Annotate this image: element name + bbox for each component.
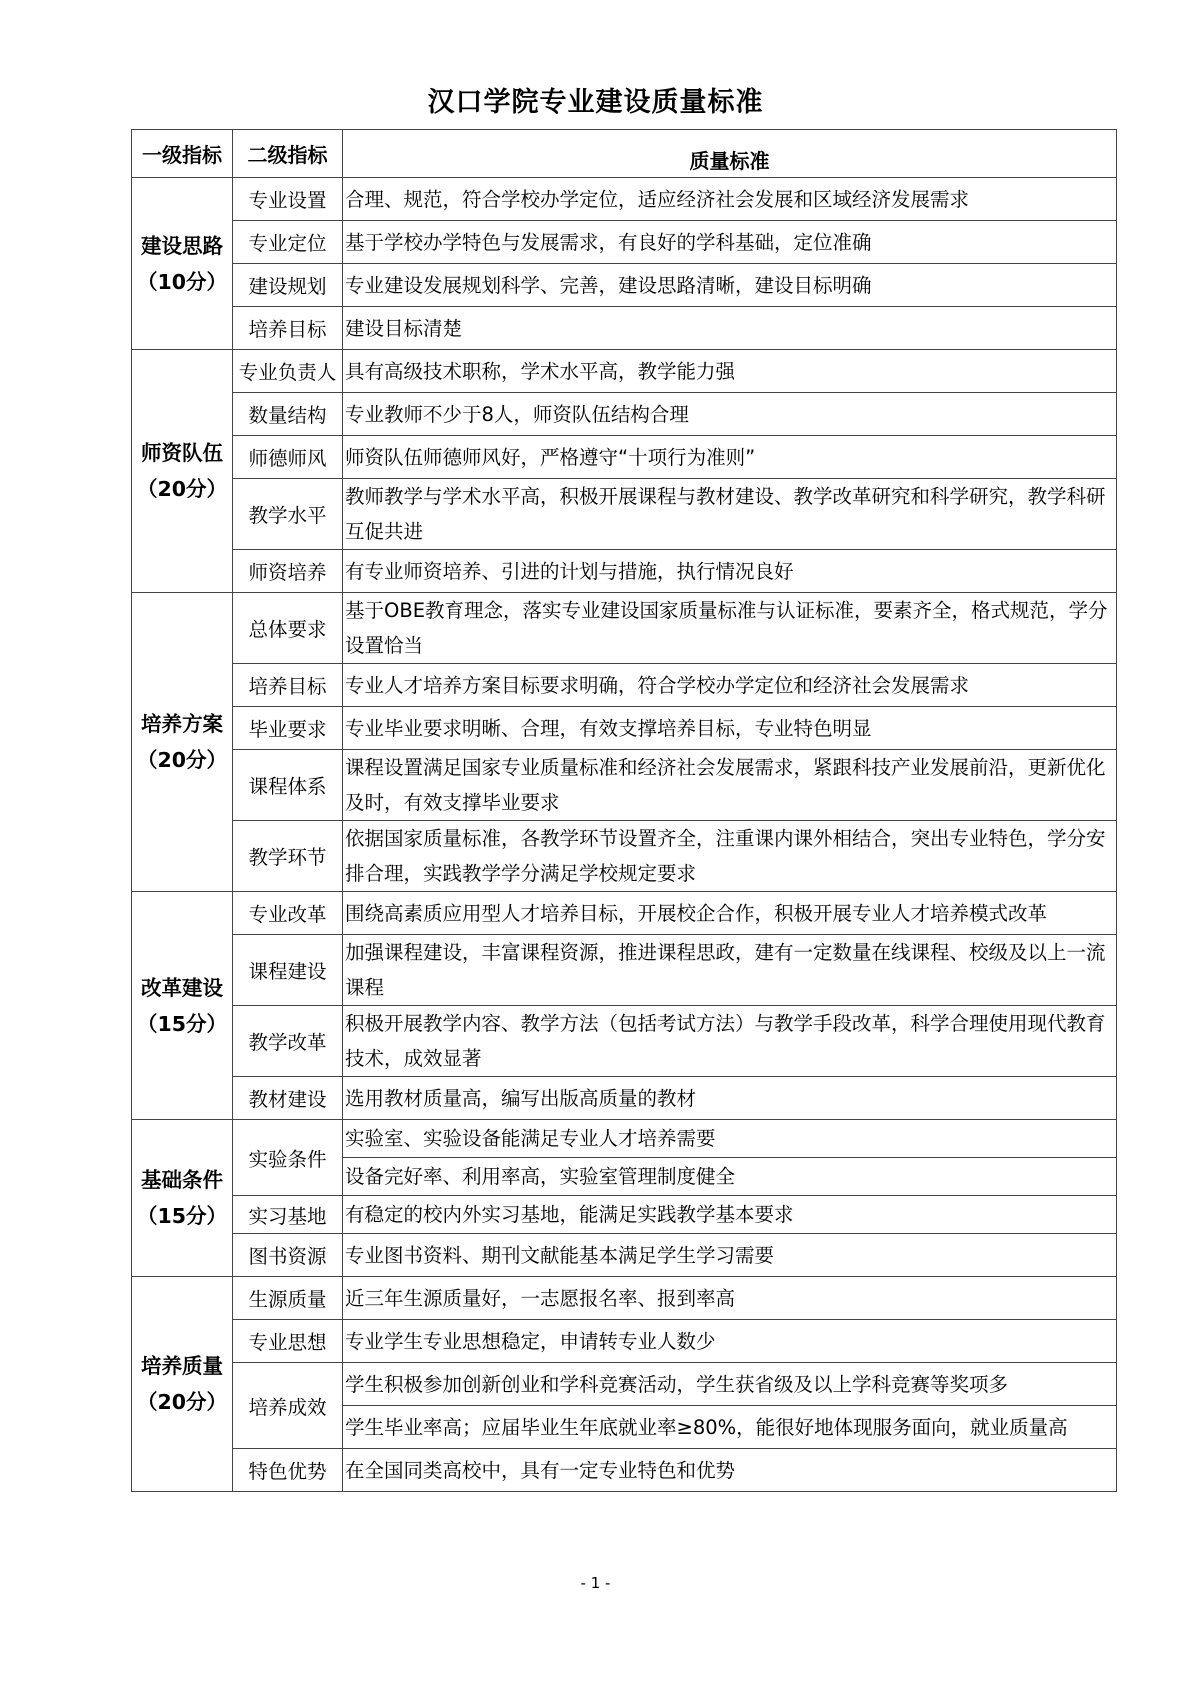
subcategory-cell: 专业负责人 xyxy=(233,350,343,393)
subcategory-cell: 师德师风 xyxy=(233,436,343,479)
criterion-cell: 有专业师资培养、引进的计划与措施，执行情况良好 xyxy=(343,550,1117,593)
criterion-cell: 课程设置满足国家专业质量标准和经济社会发展需求，紧跟科技产业发展前沿，更新优化及时，有效支撑毕业要求 xyxy=(343,750,1117,821)
subcategory-cell: 教学水平 xyxy=(233,479,343,550)
category-points: （15分） xyxy=(136,1011,228,1036)
criterion-cell: 基于OBE教育理念，落实专业建设国家质量标准与认证标准，要素齐全，格式规范，学分设置恰当 xyxy=(343,593,1117,664)
subcategory-cell: 实验条件 xyxy=(233,1120,343,1196)
subcategory-cell: 专业设置 xyxy=(233,178,343,221)
table-row xyxy=(132,350,1117,393)
table-row xyxy=(132,1006,1117,1077)
table-row xyxy=(132,1449,1117,1492)
subcategory-cell: 毕业要求 xyxy=(233,707,343,750)
subcategory-cell: 专业改革 xyxy=(233,892,343,935)
criterion-cell: 近三年生源质量好，一志愿报名率、报到率高 xyxy=(343,1277,1117,1320)
subcategory-cell: 教学改革 xyxy=(233,1006,343,1077)
subcategory-cell: 课程建设 xyxy=(233,935,343,1006)
criterion-cell: 依据国家质量标准，各教学环节设置齐全，注重课内课外相结合，突出专业特色，学分安排合理，实践教学学分满足学校规定要求 xyxy=(343,821,1117,892)
criterion-cell: 专业图书资料、期刊文献能基本满足学生学习需要 xyxy=(343,1234,1117,1277)
category-points: （15分） xyxy=(136,1204,228,1228)
table-row xyxy=(132,821,1117,892)
header-level2: 二级指标 xyxy=(233,130,343,178)
page-number: - 1 - xyxy=(580,1574,611,1592)
table-row xyxy=(132,935,1117,1006)
category-cell xyxy=(132,593,233,892)
table-row xyxy=(132,307,1117,350)
quality-standard-table xyxy=(131,129,1117,1492)
table-row xyxy=(132,178,1117,221)
table-row xyxy=(132,593,1117,664)
criterion-cell: 合理、规范，符合学校办学定位，适应经济社会发展和区域经济发展需求 xyxy=(343,178,1117,221)
criterion-cell: 专业建设发展规划科学、完善，建设思路清晰，建设目标明确 xyxy=(343,264,1117,307)
subcategory-cell: 专业定位 xyxy=(233,221,343,264)
category-points: （20分） xyxy=(136,1390,228,1414)
criterion-cell: 学生积极参加创新创业和学科竞赛活动，学生获省级及以上学科竞赛等奖项多 xyxy=(343,1363,1117,1406)
header-level1: 一级指标 xyxy=(132,130,233,178)
table-row xyxy=(132,479,1117,550)
criterion-cell: 设备完好率、利用率高，实验室管理制度健全 xyxy=(343,1158,1117,1196)
subcategory-cell: 培养成效 xyxy=(233,1363,343,1449)
category-points: （20分） xyxy=(136,748,228,772)
category-points: （20分） xyxy=(136,477,228,501)
table-row xyxy=(132,550,1117,593)
criterion-cell: 建设目标清楚 xyxy=(343,307,1117,350)
table-row xyxy=(132,750,1117,821)
table-row xyxy=(132,1363,1117,1406)
table-row xyxy=(132,1320,1117,1363)
category-name: 建设思路 xyxy=(141,233,223,258)
table-header-row xyxy=(132,130,1117,178)
table-row xyxy=(132,221,1117,264)
table-row xyxy=(132,1234,1117,1277)
criterion-cell: 教师教学与学术水平高，积极开展课程与教材建设、教学改革研究和科学研究，教学科研互促共进 xyxy=(343,479,1117,550)
criterion-cell: 专业人才培养方案目标要求明确，符合学校办学定位和经济社会发展需求 xyxy=(343,664,1117,707)
category-cell xyxy=(132,350,233,593)
criterion-cell: 在全国同类高校中，具有一定专业特色和优势 xyxy=(343,1449,1117,1492)
category-name: 培养质量 xyxy=(141,1354,223,1378)
criterion-cell: 积极开展教学内容、教学方法（包括考试方法）与教学手段改革，科学合理使用现代教育技术，成效显著 xyxy=(343,1006,1117,1077)
table-row xyxy=(132,664,1117,707)
category-cell xyxy=(132,1277,233,1492)
criterion-cell: 学生毕业率高；应届毕业生年底就业率≥80%，能很好地体现服务面向，就业质量高 xyxy=(343,1406,1117,1449)
subcategory-cell: 课程体系 xyxy=(233,750,343,821)
subcategory-cell: 实习基地 xyxy=(233,1196,343,1234)
subcategory-cell: 培养目标 xyxy=(233,307,343,350)
criterion-cell: 实验室、实验设备能满足专业人才培养需要 xyxy=(343,1120,1117,1158)
category-name: 改革建设 xyxy=(141,975,223,1000)
category-cell xyxy=(132,892,233,1120)
table-row xyxy=(132,1277,1117,1320)
category-name: 师资队伍 xyxy=(141,441,223,465)
criterion-cell: 加强课程建设，丰富课程资源，推进课程思政，建有一定数量在线课程、校级及以上一流课程 xyxy=(343,935,1117,1006)
subcategory-cell: 生源质量 xyxy=(233,1277,343,1320)
table-row xyxy=(132,436,1117,479)
table-row xyxy=(132,1077,1117,1120)
criterion-cell: 师资队伍师德师风好，严格遵守“十项行为准则” xyxy=(343,436,1117,479)
document-title: 汉口学院专业建设质量标准 xyxy=(427,87,764,118)
category-name: 培养方案 xyxy=(141,712,223,736)
table-row xyxy=(132,1196,1117,1234)
criterion-cell: 围绕高素质应用型人才培养目标，开展校企合作，积极开展专业人才培养模式改革 xyxy=(343,892,1117,935)
criterion-cell: 专业教师不少于8人，师资队伍结构合理 xyxy=(343,393,1117,436)
table-row xyxy=(132,1120,1117,1158)
subcategory-cell: 师资培养 xyxy=(233,550,343,593)
category-cell xyxy=(132,1120,233,1277)
table-row xyxy=(132,892,1117,935)
subcategory-cell: 专业思想 xyxy=(233,1320,343,1363)
subcategory-cell: 数量结构 xyxy=(233,393,343,436)
subcategory-cell: 教学环节 xyxy=(233,821,343,892)
criterion-cell: 专业学生专业思想稳定，申请转专业人数少 xyxy=(343,1320,1117,1363)
subcategory-cell: 教材建设 xyxy=(233,1077,343,1120)
criterion-cell: 具有高级技术职称，学术水平高，教学能力强 xyxy=(343,350,1117,393)
subcategory-cell: 特色优势 xyxy=(233,1449,343,1492)
table-row xyxy=(132,264,1117,307)
category-points: （10分） xyxy=(136,269,228,294)
subcategory-cell: 图书资源 xyxy=(233,1234,343,1277)
table-row xyxy=(132,393,1117,436)
table-row xyxy=(132,707,1117,750)
criterion-cell: 专业毕业要求明晰、合理，有效支撑培养目标，专业特色明显 xyxy=(343,707,1117,750)
category-name: 基础条件 xyxy=(141,1168,223,1192)
criterion-cell: 有稳定的校内外实习基地，能满足实践教学基本要求 xyxy=(343,1196,1117,1234)
category-cell xyxy=(132,178,233,350)
criterion-cell: 选用教材质量高，编写出版高质量的教材 xyxy=(343,1077,1117,1120)
header-standard: 质量标准 xyxy=(343,130,1117,178)
subcategory-cell: 建设规划 xyxy=(233,264,343,307)
subcategory-cell: 培养目标 xyxy=(233,664,343,707)
subcategory-cell: 总体要求 xyxy=(233,593,343,664)
criterion-cell: 基于学校办学特色与发展需求，有良好的学科基础，定位准确 xyxy=(343,221,1117,264)
